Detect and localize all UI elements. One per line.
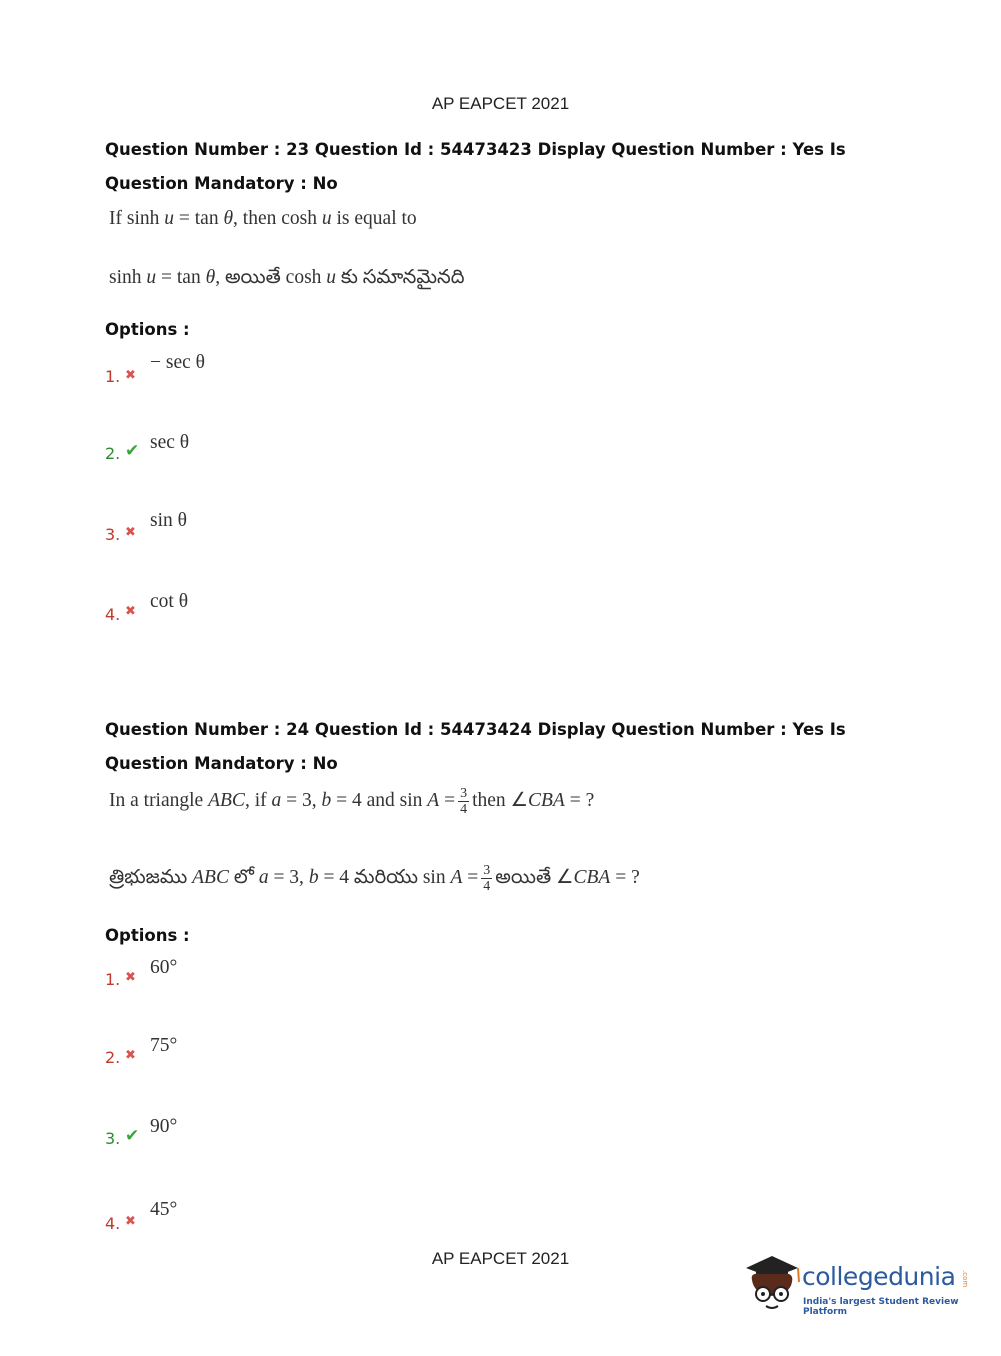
page-footer: AP EAPCET 2021 bbox=[431, 1249, 570, 1268]
collegedunia-logo bbox=[742, 1250, 972, 1320]
option-number: 4. bbox=[105, 605, 121, 624]
option-text: sec θ bbox=[150, 432, 190, 453]
option-text: sin θ bbox=[150, 510, 187, 531]
cross-icon: ✖ bbox=[125, 1213, 136, 1228]
option-2[interactable] bbox=[105, 1035, 405, 1075]
option-3[interactable] bbox=[105, 510, 405, 550]
fraction: $\frac{3}{4}$ bbox=[460, 786, 468, 817]
option-text: 75° bbox=[150, 1035, 178, 1056]
option-3[interactable] bbox=[105, 1116, 405, 1156]
question-23-meta: Question Number : 23 Question Id : 54473423 Display Question Number : Yes Is Question Mandatory : No bbox=[105, 140, 846, 193]
options-label: Options : bbox=[105, 320, 190, 339]
option-number: 2. bbox=[105, 1048, 121, 1067]
page-header: AP EAPCET 2021 bbox=[431, 94, 570, 113]
option-number: 3. bbox=[105, 525, 121, 544]
option-2[interactable] bbox=[105, 432, 405, 472]
logo-domain: .com bbox=[961, 1270, 969, 1288]
check-icon: ✔ bbox=[125, 441, 140, 460]
check-icon: ✔ bbox=[125, 1126, 140, 1145]
cross-icon: ✖ bbox=[125, 1047, 136, 1062]
cross-icon: ✖ bbox=[125, 603, 136, 618]
option-4[interactable] bbox=[105, 591, 405, 631]
option-4[interactable] bbox=[105, 1199, 405, 1239]
cross-icon: ✖ bbox=[125, 969, 136, 984]
option-number: 3. bbox=[105, 1129, 121, 1148]
option-number: 2. bbox=[105, 444, 121, 463]
option-number: 4. bbox=[105, 1214, 121, 1233]
cross-icon: ✖ bbox=[125, 367, 136, 382]
question-24-text-telugu: త్రిభుజము ABC లో a = 3, b = 4 మరియు sin A = $\frac{3}{4}$ అయితే ∠CBA = ? bbox=[109, 863, 640, 894]
logo-name: collegedunia bbox=[802, 1262, 956, 1291]
option-text: 45° bbox=[150, 1199, 178, 1220]
question-23-text-english: If sinh u = tan θ, then cosh u is equal to bbox=[109, 208, 417, 229]
options-label: Options : bbox=[105, 926, 190, 945]
fraction: $\frac{3}{4}$ bbox=[483, 863, 491, 894]
question-24-text-english: In a triangle ABC, if a = 3, b = 4 and sin A = $\frac{3}{4}$ then ∠CBA = ? bbox=[109, 786, 595, 817]
option-text: 60° bbox=[150, 957, 178, 978]
question-23-text-telugu: sinh u = tan θ, అయితే cosh u కు సమానమైనది bbox=[109, 267, 465, 288]
option-text: − sec θ bbox=[150, 352, 205, 373]
question-24-meta: Question Number : 24 Question Id : 54473424 Display Question Number : Yes Is Question Mandatory : No bbox=[105, 720, 846, 773]
option-number: 1. bbox=[105, 367, 121, 386]
option-text: 90° bbox=[150, 1116, 178, 1137]
logo-tagline: India's largest Student Review Platform bbox=[803, 1297, 959, 1317]
option-1[interactable] bbox=[105, 352, 405, 392]
option-text: cot θ bbox=[150, 591, 189, 612]
option-number: 1. bbox=[105, 970, 121, 989]
mascot-icon bbox=[742, 1250, 802, 1320]
cross-icon: ✖ bbox=[125, 524, 136, 539]
option-1[interactable] bbox=[105, 957, 405, 997]
